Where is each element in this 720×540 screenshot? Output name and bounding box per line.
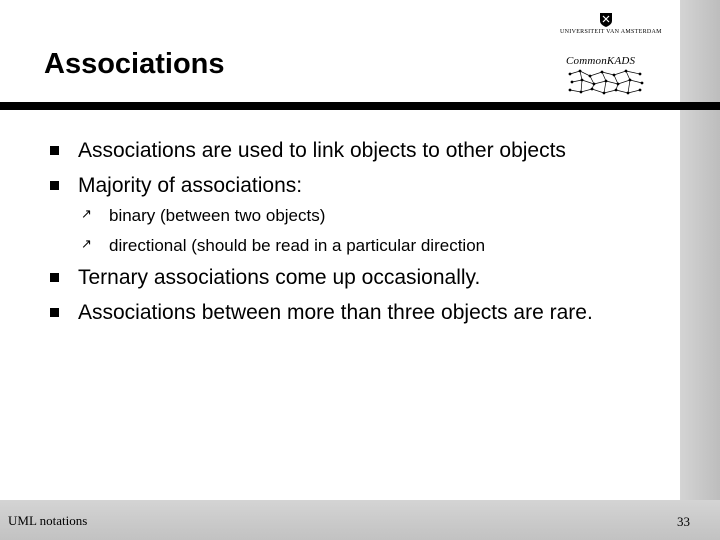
- sub-bullet-text: binary (between two objects): [109, 206, 326, 225]
- bottom-shadow: [0, 500, 720, 540]
- commonkads-logo-text: CommonKADS: [566, 55, 636, 67]
- sub-bullet-text: directional (should be read in a particular direction: [109, 236, 486, 255]
- slide-title: Associations: [44, 48, 225, 80]
- page-number: 33: [677, 514, 690, 529]
- university-logo: [560, 12, 662, 35]
- bullet-arrow-icon: ↗: [81, 237, 92, 252]
- bullet-arrow-icon: ↗: [81, 207, 92, 222]
- bullet-text: Associations between more than three objects are rare.: [78, 301, 593, 324]
- bullet-square-icon: [50, 273, 59, 282]
- bullet-square-icon: [50, 181, 59, 190]
- bullet-square-icon: [50, 146, 59, 155]
- commonkads-logo: [566, 55, 650, 96]
- footer-section-label: UML notations: [8, 513, 88, 528]
- university-crest-icon: [599, 12, 613, 28]
- bullet-square-icon: [50, 308, 59, 317]
- right-shadow: [680, 0, 720, 540]
- bullet-text: Ternary associations come up occasionally.: [78, 266, 481, 289]
- bullet-text: Majority of associations:: [78, 174, 303, 197]
- commonkads-network-icon: [566, 68, 646, 96]
- title-rule: [0, 102, 720, 110]
- university-logo-text: UNIVERSITEIT VAN AMSTERDAM: [560, 29, 662, 35]
- bullet-text: Associations are used to link objects to other objects: [78, 139, 566, 162]
